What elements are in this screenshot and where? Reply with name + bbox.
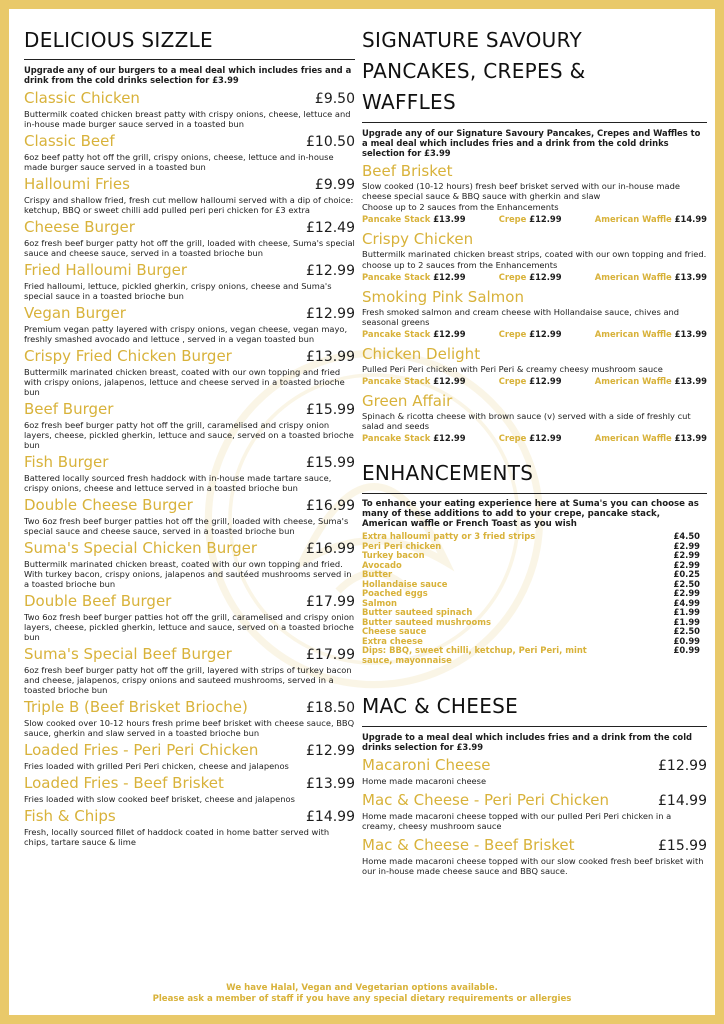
menu-item	[24, 453, 355, 493]
menu-item-name: Loaded Fries - Peri Peri Chicken	[24, 741, 259, 759]
mac-item-name: Mac & Cheese - Beef Brisket	[362, 836, 575, 854]
mac-item-header	[362, 836, 707, 855]
menu-item-description: Slow cooked over 10-12 hours fresh prime beef brisket with cheese sauce, BBQ sauce, gherkin and slaw served in a toasted brioche bun	[24, 718, 355, 738]
menu-item	[24, 807, 355, 847]
enhancement-name: Extra halloumi patty or 3 fried strips	[362, 531, 536, 541]
pancake-item-variants	[362, 328, 707, 340]
menu-item	[24, 645, 355, 695]
enhancement-price: £2.50	[673, 626, 700, 636]
variant-name: American Waffle	[594, 376, 672, 386]
menu-item	[24, 539, 355, 589]
menu-item-price: £10.50	[306, 134, 355, 150]
menu-item-description: 6oz fresh beef burger patty hot off the grill, loaded with cheese, Suma's special sauce and cheese sauce, served in a toasted brioche bun	[24, 238, 355, 258]
mac-section-title: MAC & CHEESE	[362, 691, 707, 727]
menu-item-name: Loaded Fries - Beef Brisket	[24, 774, 224, 792]
pancake-item-description: Slow cooked (10-12 hours) fresh beef brisket served with our in-house made cheese special sauce & BBQ sauce with gherkin and slaw	[362, 181, 680, 201]
variant-name: American Waffle	[594, 433, 672, 443]
menu-item-name: Fried Halloumi Burger	[24, 261, 188, 279]
menu-item	[24, 132, 355, 172]
menu-item-header	[24, 741, 355, 760]
variant	[595, 328, 707, 340]
menu-item-description: Premium vegan patty layered with crispy onions, vegan cheese, vegan mayo, freshly smashed avocado and lettuce , served in a vegan toasted bun	[24, 324, 348, 344]
variant-name: Pancake Stack	[362, 272, 431, 282]
mac-item	[362, 756, 707, 786]
menu-item-price: £17.99	[306, 647, 355, 663]
variant-price: £12.99	[529, 433, 562, 443]
menu-item-header	[24, 218, 355, 237]
pancake-item-description: Spinach & ricotta cheese with brown sauce (v) served with a side of freshly cut salad and seeds	[362, 411, 691, 431]
variant-name: Crepe	[498, 376, 527, 386]
variant-name: American Waffle	[594, 272, 672, 282]
burgers-list	[24, 89, 355, 847]
enhancement-row	[362, 589, 707, 599]
variant-price: £13.99	[674, 376, 707, 386]
pancake-item-description: Buttermilk marinated chicken breast strips, coated with our own topping and fried.	[362, 249, 707, 259]
menu-item-name: Triple B (Beef Brisket Brioche)	[24, 698, 248, 716]
pancake-item	[362, 230, 707, 283]
menu-item-price: £9.50	[314, 91, 355, 107]
pancakes-title-line: PANCAKES, CREPES &	[362, 59, 586, 83]
pancakes-title-line: SIGNATURE SAVOURY	[362, 28, 583, 52]
menu-item-header	[24, 261, 355, 280]
enhancement-price: £2.99	[673, 540, 700, 551]
menu-item-header	[24, 774, 355, 793]
menu-item-description: 6oz fresh beef burger patty hot off the grill, layered with strips of turkey bacon and cheese, jalapenos, crispy onions and sauteed mushrooms, served in a toasted brioche bun	[24, 665, 352, 695]
enhancement-name: Salmon	[362, 597, 397, 608]
variant	[362, 271, 466, 283]
menu-item-description: Buttermilk marinated chicken breast, coated with our own topping and fried. With turkey bacon, crispy onions, jalapenos and sautéed mushrooms served in a toasted brioche bun	[24, 559, 352, 589]
menu-item-price: £15.99	[306, 402, 355, 418]
menu-item-price: £13.99	[306, 349, 355, 365]
variant	[362, 328, 466, 340]
pancake-item-variants	[362, 432, 707, 444]
enhancement-row	[362, 561, 707, 571]
variant	[499, 271, 562, 283]
pancake-item	[362, 345, 707, 387]
enhancement-name: Butter sauteed spinach	[362, 607, 473, 617]
pancake-item-variants	[362, 271, 707, 283]
enhancement-price: £0.99	[673, 635, 700, 646]
variant-name: American Waffle	[594, 214, 672, 224]
menu-item-price: £12.99	[306, 263, 355, 279]
menu-item-price: £18.50	[306, 700, 355, 716]
menu-item	[24, 261, 355, 301]
pancake-item-variants	[362, 213, 707, 225]
enhancement-row	[362, 551, 707, 561]
menu-item-price: £17.99	[306, 594, 355, 610]
enhancement-row	[362, 646, 707, 665]
menu-item	[24, 774, 355, 804]
pancake-item	[362, 162, 707, 225]
menu-item-header	[24, 132, 355, 151]
burgers-upgrade-note: Upgrade any of our burgers to a meal deal which includes fries and a drink from the cold drinks selection for £3.99	[24, 65, 352, 85]
menu-item	[24, 89, 355, 129]
pancakes-title-line: WAFFLES	[362, 90, 456, 114]
mac-item-price: £12.99	[658, 758, 707, 774]
menu-item-header	[24, 347, 355, 366]
pancake-item-note: choose up to 2 sauces from the Enhancements	[362, 260, 558, 270]
enhancement-name: Extra cheese	[362, 635, 423, 646]
menu-item-name: Beef Burger	[24, 400, 114, 418]
variant-price: £12.99	[529, 214, 562, 224]
pancake-item-description: Pulled Peri Peri chicken with Peri Peri & creamy cheesy mushroom sauce	[362, 364, 663, 374]
variant-price: £13.99	[674, 433, 707, 443]
menu-item-description: Two 6oz fresh beef burger patties hot off the grill, caramelised and crispy onion layers, cheese, pickled gherkin, lettuce and sauce, served on a toasted brioche bun	[24, 612, 355, 642]
menu-item	[24, 741, 355, 771]
variant-price: £13.99	[674, 272, 707, 282]
pancake-item	[362, 288, 707, 340]
menu-item-description: Buttermilk marinated chicken breast, coated with our own topping and fried with crispy onions, jalapenos, lettuce and cheese served in a toasted brioche bun	[24, 367, 345, 397]
menu-item-header	[24, 496, 355, 515]
menu-item-price: £12.99	[306, 743, 355, 759]
pancakes-upgrade-note: Upgrade any of our Signature Savoury Pancakes, Crepes and Waffles to a meal deal which includes fries and a drink from the cold drinks selection for £3.99	[362, 128, 701, 158]
variant	[595, 213, 707, 225]
enhancements-section-title: ENHANCEMENTS	[362, 458, 707, 494]
menu-item-header	[24, 592, 355, 611]
variant-price: £13.99	[674, 329, 707, 339]
menu-item	[24, 304, 355, 344]
enhancement-name: Hollandaise sauce	[362, 578, 448, 589]
menu-item-price: £16.99	[306, 498, 355, 514]
variant-name: Crepe	[498, 272, 527, 282]
mac-item-header	[362, 756, 707, 775]
variant	[362, 213, 466, 225]
menu-item-header	[24, 89, 355, 108]
menu-item-header	[24, 453, 355, 472]
mac-item-name: Macaroni Cheese	[362, 756, 491, 774]
enhancement-price: £2.99	[673, 588, 700, 598]
variant	[499, 432, 562, 444]
menu-item-description: Crispy and shallow fried, fresh cut mellow halloumi served with a dip of choice: ketchup, BBQ or sweet chilli add pulled peri peri chicken for £3 extra	[24, 195, 354, 215]
menu-item	[24, 496, 355, 536]
menu-item-description: 6oz beef patty hot off the grill, crispy onions, cheese, lettuce and in-house made burger sauce served in a toasted bun	[24, 152, 334, 172]
menu-item-name: Fish & Chips	[24, 807, 116, 825]
burgers-column	[24, 25, 355, 847]
variant-name: Crepe	[498, 433, 527, 443]
menu-item	[24, 175, 355, 215]
menu-item-description: Fresh, locally sourced fillet of haddock coated in home batter served with chips, tartare sauce & lime	[24, 827, 330, 847]
variant	[362, 432, 466, 444]
mac-list	[362, 756, 707, 876]
enhancement-name: Butter	[362, 569, 393, 579]
menu-item-description: Fried halloumi, lettuce, pickled gherkin, crispy onions, cheese and Suma's special sauce in a toasted brioche bun	[24, 281, 332, 301]
variant-name: Pancake Stack	[362, 376, 431, 386]
mac-item-description: Home made macaroni cheese topped with our slow cooked fresh beef brisket with our in-house made cheese sauce and BBQ sauce.	[362, 856, 704, 876]
menu-item-price: £16.99	[306, 541, 355, 557]
menu-item-header	[24, 645, 355, 664]
menu-item-header	[24, 175, 355, 194]
menu-item-name: Suma's Special Chicken Burger	[24, 539, 258, 557]
variant-price: £12.99	[529, 329, 562, 339]
menu-item	[24, 592, 355, 642]
enhancement-name: Poached eggs	[362, 588, 428, 598]
footer-line: We have Halal, Vegan and Vegetarian options available.	[226, 983, 498, 993]
enhancement-price: £0.99	[673, 645, 700, 655]
menu-item-name: Double Cheese Burger	[24, 496, 193, 514]
enhancement-price: £4.50	[673, 531, 700, 541]
pancake-item-name: Crispy Chicken	[362, 230, 474, 248]
pancake-item-name: Green Affair	[362, 392, 453, 410]
menu-item-name: Cheese Burger	[24, 218, 135, 236]
pancake-item-description: Fresh smoked salmon and cream cheese with Hollandaise sauce, chives and seasonal greens	[362, 307, 680, 327]
menu-item-header	[24, 304, 355, 323]
enhancement-price: £0.25	[673, 569, 700, 579]
pancakes-list	[362, 162, 707, 444]
menu-item	[24, 218, 355, 258]
pancake-item	[362, 392, 707, 444]
menu-item-price: £15.99	[306, 455, 355, 471]
variant	[499, 213, 562, 225]
enhancement-price: £2.50	[673, 578, 700, 589]
enhancement-name: Butter sauteed mushrooms	[362, 616, 491, 627]
enhancement-name: Cheese sauce	[362, 626, 427, 636]
menu-item-description: Buttermilk coated chicken breast patty with crispy onions, cheese, lettuce and in-house made burger sauce served in a toasted bun	[24, 109, 351, 129]
menu-item-name: Double Beef Burger	[24, 592, 172, 610]
variant	[595, 432, 707, 444]
enhancement-price: £1.99	[673, 607, 700, 617]
menu-item-price: £12.49	[306, 220, 355, 236]
mac-item-description: Home made macaroni cheese topped with our pulled Peri Peri chicken in a creamy, cheesy mushroom sauce	[362, 811, 672, 831]
pancakes-section-title	[362, 25, 707, 123]
pancake-item-variants	[362, 375, 707, 387]
menu-item-price: £9.99	[314, 177, 355, 193]
menu-item-name: Vegan Burger	[24, 304, 126, 322]
variant-price: £12.99	[529, 376, 562, 386]
mac-upgrade-note: Upgrade to a meal deal which includes fries and a drink from the cold drinks selection for £3.99	[362, 732, 693, 752]
variant-name: Crepe	[498, 214, 527, 224]
mac-item-name: Mac & Cheese - Peri Peri Chicken	[362, 791, 610, 809]
menu-item-header	[24, 698, 355, 717]
variant	[362, 375, 466, 387]
menu-item-name: Halloumi Fries	[24, 175, 130, 193]
menu-item-description: 6oz fresh beef burger patty hot off the grill, caramelised and crispy onion layers, cheese, pickled gherkin, lettuce and sauce, served on a toasted brioche bun	[24, 420, 354, 450]
pancake-item-name: Chicken Delight	[362, 345, 481, 363]
mac-item-price: £15.99	[658, 838, 707, 854]
mac-item-header	[362, 791, 707, 810]
right-column	[362, 25, 707, 876]
mac-item	[362, 791, 707, 831]
variant-name: American Waffle	[594, 329, 672, 339]
pancake-item-name: Smoking Pink Salmon	[362, 288, 524, 306]
mac-item	[362, 836, 707, 876]
enhancement-price: £2.99	[673, 559, 700, 570]
enhancement-price: £4.99	[673, 597, 700, 608]
pancake-item-name: Beef Brisket	[362, 162, 453, 180]
variant-price: £14.99	[674, 214, 707, 224]
enhancement-name: Peri Peri chicken	[362, 540, 442, 551]
menu-item-name: Crispy Fried Chicken Burger	[24, 347, 232, 365]
variant-price: £12.99	[529, 272, 562, 282]
pancake-item-note: Choose up to 2 sauces from the Enhancements	[362, 202, 559, 212]
menu-item-header	[24, 400, 355, 419]
enhancement-name: Avocado	[362, 559, 402, 570]
variant-name: Pancake Stack	[362, 214, 431, 224]
enhancement-name: Turkey bacon	[362, 550, 425, 560]
footer	[9, 983, 715, 1005]
menu-item-price: £13.99	[306, 776, 355, 792]
variant-price: £12.99	[433, 433, 466, 443]
variant	[595, 375, 707, 387]
menu-item-description: Battered locally sourced fresh haddock with in-house made tartare sauce, crispy onions, cheese and lettuce served in a toasted brioche bun	[24, 473, 332, 493]
menu-item-description: Two 6oz fresh beef burger patties hot off the grill, loaded with cheese, Suma's special sauce and cheese sauce, served in a toasted brioche bun	[24, 516, 349, 536]
menu-item-description: Fries loaded with slow cooked beef brisket, cheese and jalapenos	[24, 794, 295, 804]
burgers-section-title: DELICIOUS SIZZLE	[24, 25, 355, 60]
enhancements-list	[362, 532, 707, 665]
menu-item-header	[24, 539, 355, 558]
mac-item-price: £14.99	[658, 793, 707, 809]
menu-item-name: Classic Beef	[24, 132, 115, 150]
variant-name: Pancake Stack	[362, 433, 431, 443]
menu-item-name: Suma's Special Beef Burger	[24, 645, 232, 663]
menu-item	[24, 400, 355, 450]
variant	[595, 271, 707, 283]
menu-item-description: Fries loaded with grilled Peri Peri chicken, cheese and jalapenos	[24, 761, 289, 771]
menu-item-price: £14.99	[306, 809, 355, 825]
enhancement-price: £2.99	[673, 550, 700, 560]
variant-price: £12.99	[433, 376, 466, 386]
variant	[499, 328, 562, 340]
menu-page	[9, 9, 715, 1015]
variant-name: Crepe	[498, 329, 527, 339]
mac-item-description: Home made macaroni cheese	[362, 776, 487, 786]
menu-item-header	[24, 807, 355, 826]
variant-price: £12.99	[433, 329, 466, 339]
enhancements-intro: To enhance your eating experience here at Suma's you can choose as many of these additions to add to your crepe, pancake stack, American waffle or French Toast as you wish	[362, 499, 699, 529]
enhancement-name: Dips: BBQ, sweet chilli, ketchup, Peri Peri, mint sauce, mayonnaise	[362, 645, 587, 665]
variant-price: £13.99	[433, 214, 466, 224]
variant-name: Pancake Stack	[362, 329, 431, 339]
menu-item-name: Fish Burger	[24, 453, 109, 471]
menu-item-name: Classic Chicken	[24, 89, 140, 107]
menu-item	[24, 347, 355, 397]
variant	[499, 375, 562, 387]
enhancement-price: £1.99	[673, 616, 700, 627]
menu-item-price: £12.99	[306, 306, 355, 322]
menu-item	[24, 698, 355, 738]
footer-line: Please ask a member of staff if you have any special dietary requirements or allergies	[152, 994, 572, 1004]
variant-price: £12.99	[433, 272, 466, 282]
